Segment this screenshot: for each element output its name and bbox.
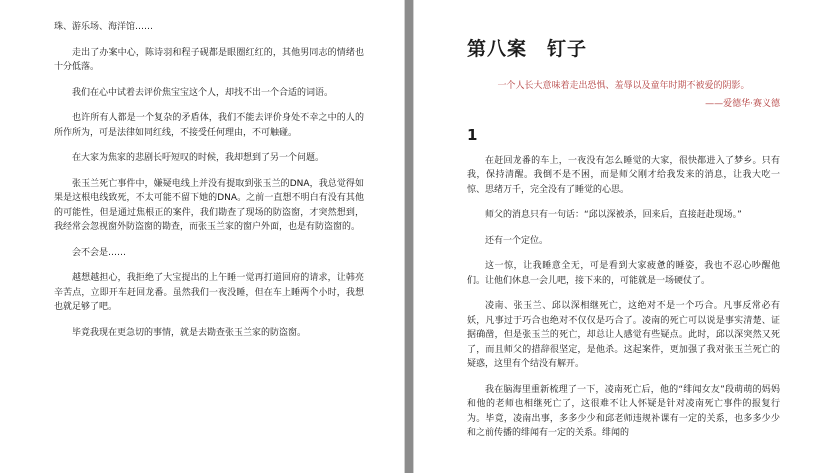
right-paragraph-6: 我在脑海里重新梳理了一下，凌南死亡后，他的“绯闻女友”段萌萌的妈妈和他的老师也相继死亡了，这很难不让人怀疑是针对凌南死亡事件的报复行为。毕竟，凌南出事，多多少少和邱老师违规补课有一定的关系，也多多少少和之前传播的绯闻有一定的关系。绯闻的 (467, 384, 780, 438)
left-page (0, 0, 405, 473)
left-paragraph-6: 张玉兰死亡事件中，嫌疑电线上并没有提取到张玉兰的DNA，我总觉得如果是这根电线致死，不太可能不留下她的DNA。之前一直想不明白有没有其他的可能性，但是通过焦根正的案件，我们勘查了现场的防盗窗，才突然想到，我经常会忽视窗外防盗窗的勘查，而张玉兰家的窗户外面，也是有防盗窗的。 (54, 178, 364, 232)
left-paragraph-7: 会不会是…… (72, 247, 127, 258)
left-paragraph-4: 也许所有人都是一个复杂的矛盾体，我们不能去评价身处不幸之中的人的所作所为，可是法律如同红线，不接受任何理由，不可触碰。 (54, 113, 364, 138)
right-paragraph-4: 这一惊，让我睡意全无，可是看到大家疲惫的睡姿，我也不忍心吵醒他们。让他们休息一会儿吧，接下来的，可能就是一场硬仗了。 (467, 261, 780, 286)
epigraph-attribution: ——爱德华·赛义德 (705, 99, 780, 109)
right-page (413, 0, 820, 473)
left-paragraph-5: 在大家为焦家的悲剧长吁短叹的时候，我却想到了另一个问题。 (72, 153, 325, 163)
right-paragraph-5: 凌南、张玉兰、邱以深相继死亡，这绝对不是一个巧合。凡事反常必有妖，凡事过于巧合也绝对不仅仅是巧合了。凌南的死亡可以说是事实清楚、证据确凿，但是张玉兰的死亡，却总让人感觉有些疑点。此时，邱以深突然又死了，而且师父的措辞很坚定，是他杀。这起案件，更加强了我对张玉兰死亡的疑惑，这里有个结没有解开。 (467, 301, 780, 369)
epigraph: 一个人长大意味着走出恐惧、羞辱以及童年时期不被爱的阴影。 (497, 81, 750, 91)
left-paragraph-1: 珠、游乐场、海洋馆…… (54, 22, 154, 32)
left-paragraph-3: 我们在心中试着去评价焦宝宝这个人，却找不出一个合适的词语。 (72, 87, 334, 98)
right-paragraph-1: 在赶回龙番的车上，一夜没有怎么睡觉的大家，很快都进入了梦乡。只有我，保持清醒。我倒不是不困，而是师父刚才给我发来的消息，让我大吃一惊、思绪万千，完全没有了睡觉的心思。 (467, 155, 780, 195)
page-gutter (405, 0, 413, 473)
right-paragraph-2: 师父的消息只有一句话：“邱以深被杀，回来后，直接赶赴现场。” (485, 210, 742, 220)
left-paragraph-9: 毕竟我现在更急切的事情，就是去勘查张玉兰家的防盗窗。 (72, 327, 307, 338)
chapter-title: 第八案 钉子 (467, 38, 588, 60)
right-paragraph-3: 还有一个定位。 (485, 235, 549, 246)
section-number: 1 (467, 125, 478, 144)
left-paragraph-8: 越想越担心，我拒绝了大宝提出的上午睡一觉再打道回府的请求，让韩亮辛苦点，立即开车赶回龙番。虽然我们一夜没睡，但在车上睡两个小时，我想也就足够了吧。 (54, 273, 364, 312)
left-paragraph-2: 走出了办案中心，陈诗羽和程子砚都是眼圈红红的，其他男同志的情绪也十分低落。 (54, 47, 364, 72)
